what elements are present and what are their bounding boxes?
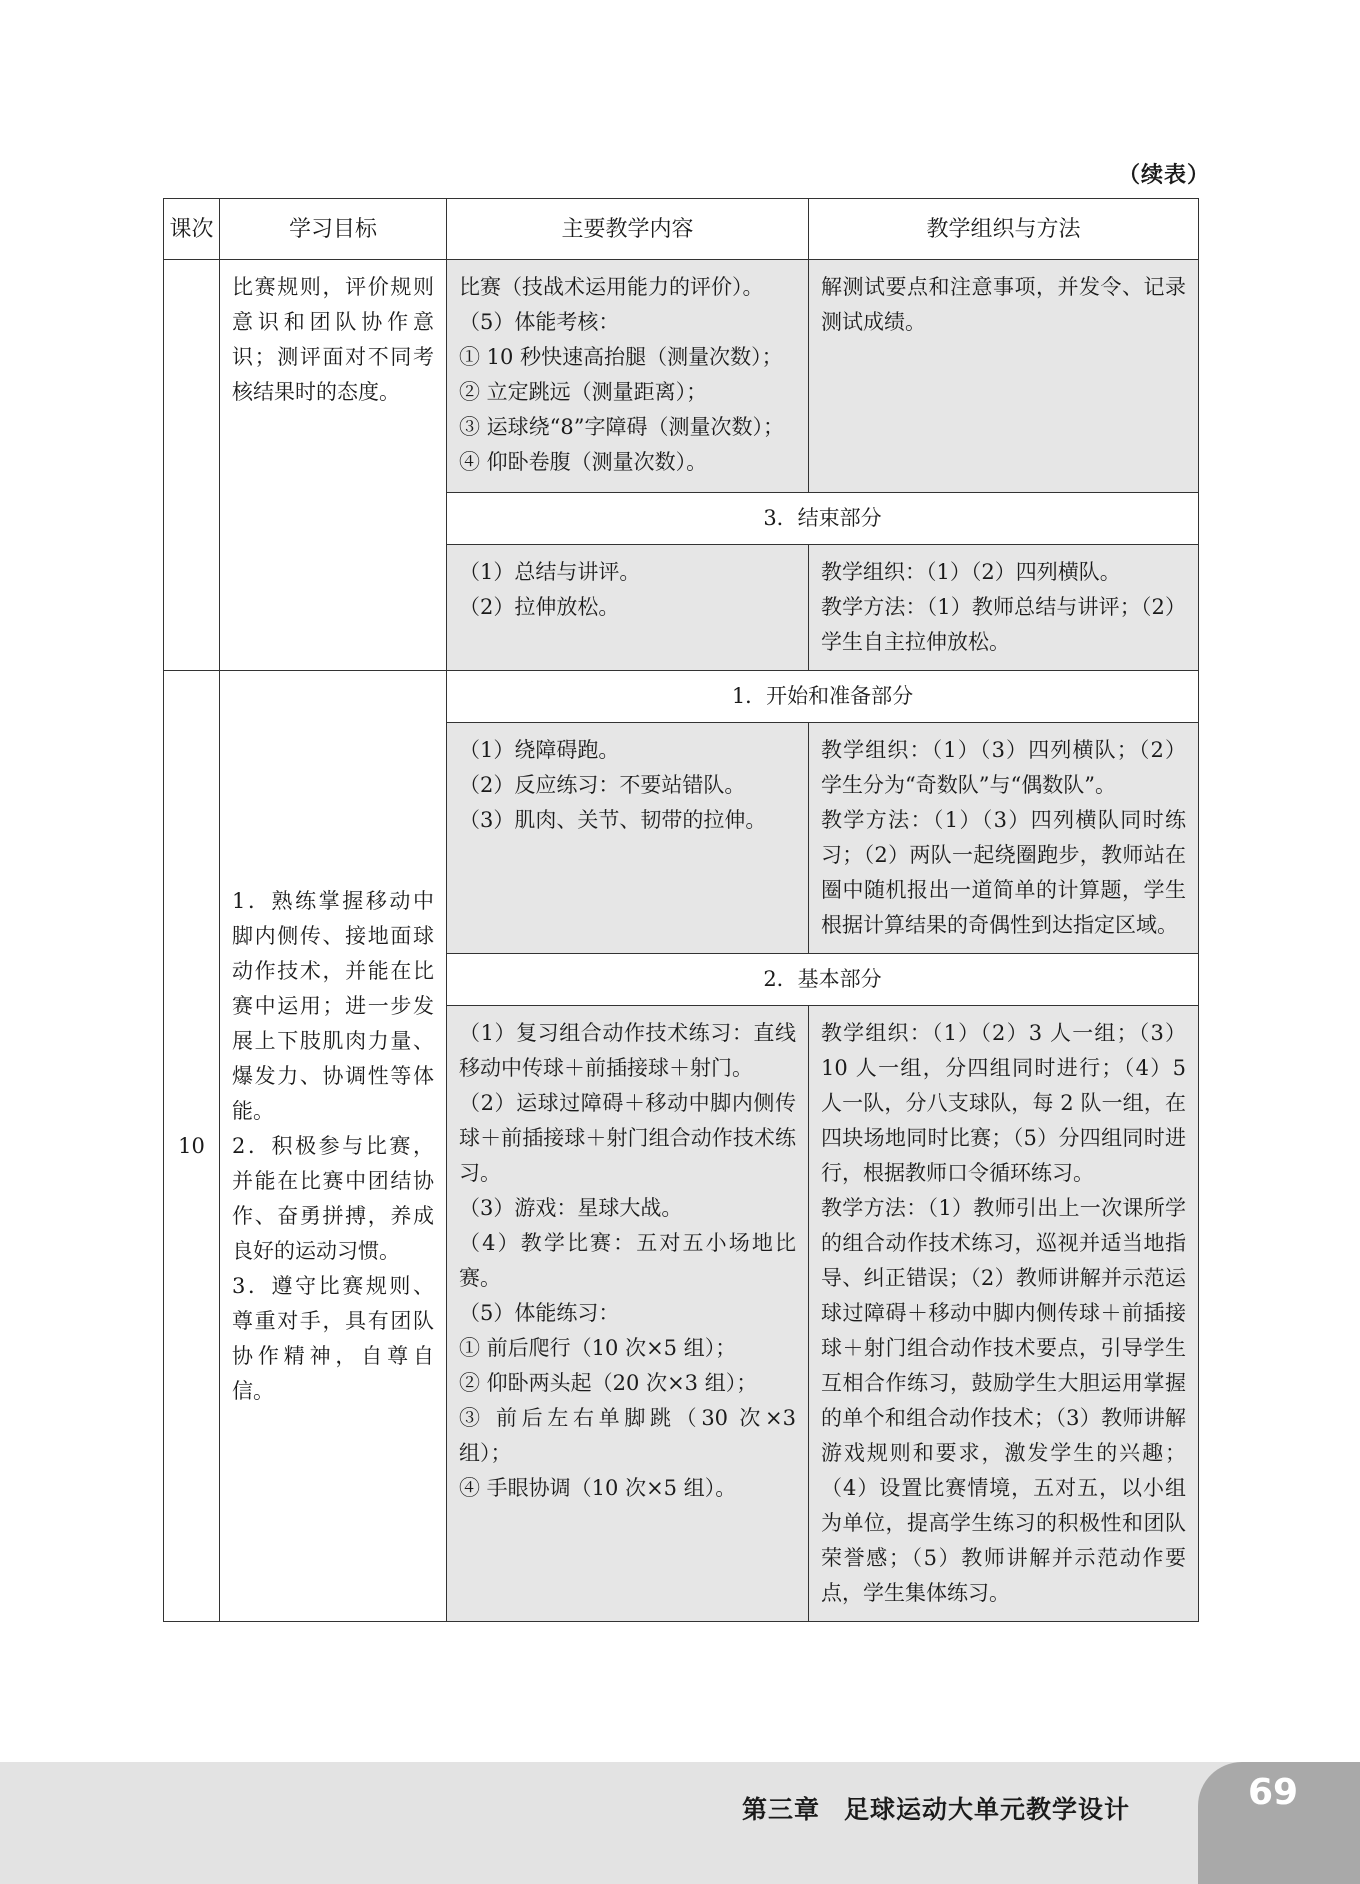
method-cell: 教学组织：（1）（3）四列横队；（2）学生分为“奇数队”与“偶数队”。 教学方法：（1）（3）四列横队同时练习；（2）两队一起绕圈跑步，教师站在圈中随机报出一道简单的计算题，学生根据计算结果的奇偶性到达指定区域。 (809, 723, 1199, 954)
header-goal: 学习目标 (220, 199, 447, 260)
content-cell: （1）绕障碍跑。 （2）反应练习：不要站错队。 （3）肌肉、关节、韧带的拉伸。 (447, 723, 809, 954)
footer-title-text: 足球运动大单元教学设计 (843, 1795, 1130, 1824)
section-title-end: 3．结束部分 (447, 493, 1199, 545)
content-cell: （1）总结与讲评。 （2）拉伸放松。 (447, 545, 809, 671)
header-method: 教学组织与方法 (809, 199, 1199, 260)
footer-band (0, 1762, 1360, 1884)
goal-cell: 1．熟练掌握移动中脚内侧传、接地面球动作技术，并能在比赛中运用；进一步发展上下肢肌肉力量、爆发力、协调性等体能。 2．积极参与比赛，并能在比赛中团结协作、奋勇拼搏，养成良好的运动习惯。 3．遵守比赛规则、尊重对手，具有团队协作精神，自尊自信。 (220, 671, 447, 1622)
footer-chapter: 第三章 (741, 1795, 820, 1824)
lesson-number: 10 (164, 671, 220, 1622)
method-cell: 教学组织：（1）（2）3 人一组；（3）10 人一组，分四组同时进行；（4）5 人一队，分八支球队，每 2 队一组，在四块场地同时比赛；（5）分四组同时进行，根据教师口令循环练习。 教学方法：（1）教师引出上一次课所学的组合动作技术练习，巡视并适当地指导、纠正错误；（2）教师讲解并示范运球过障碍＋移动中脚内侧传球＋前插接球＋射门组合动作技术要点，引导学生互相合作练习，鼓励学生大胆运用掌握的单个和组合动作技术；（3）教师讲解游戏规则和要求，激发学生的兴趣；（4）设置比赛情境，五对五，以小组为单位，提高学生练习的积极性和团队荣誉感；（5）教师讲解并示范动作要点，学生集体练习。 (809, 1006, 1199, 1622)
section-title-basic: 2．基本部分 (447, 954, 1199, 1006)
content-cell: 比赛（技战术运用能力的评价）。 （5）体能考核： ① 10 秒快速高抬腿（测量次数）； ② 立定跳远（测量距离）； ③ 运球绕“8”字障碍（测量次数）； ④ 仰卧卷腹（测量次数）。 (447, 260, 809, 493)
footer-chapter-title (742, 1790, 1130, 1826)
header-lesson: 课次 (164, 199, 220, 260)
method-cell: 教学组织：（1）（2）四列横队。 教学方法：（1）教师总结与讲评；（2）学生自主拉伸放松。 (809, 545, 1199, 671)
goal-cell: 比赛规则，评价规则意识和团队协作意识；测评面对不同考核结果时的态度。 (220, 260, 447, 671)
section-title-start: 1．开始和准备部分 (447, 671, 1199, 723)
header-row (164, 199, 1199, 260)
method-cell: 解测试要点和注意事项，并发令、记录测试成绩。 (809, 260, 1199, 493)
header-content: 主要教学内容 (447, 199, 809, 260)
section-row (164, 671, 1199, 723)
content-cell: （1）复习组合动作技术练习：直线移动中传球＋前插接球＋射门。 （2）运球过障碍＋移动中脚内侧传球＋前插接球＋射门组合动作技术练习。 （3）游戏：星球大战。 （4）教学比赛：五对五小场地比赛。 （5）体能练习： ① 前后爬行（10 次×5 组）； ② 仰卧两头起（20 次×3 组）； ③ 前后左右单脚跳（30 次×3 组）； ④ 手眼协调（10 次×5 组）。 (447, 1006, 809, 1622)
table-row (164, 260, 1199, 493)
continued-label: （续表） (1117, 163, 1210, 188)
lesson-cell-empty (164, 260, 220, 671)
page-number: 69 (1247, 1772, 1299, 1813)
lesson-plan-table (163, 198, 1199, 1622)
